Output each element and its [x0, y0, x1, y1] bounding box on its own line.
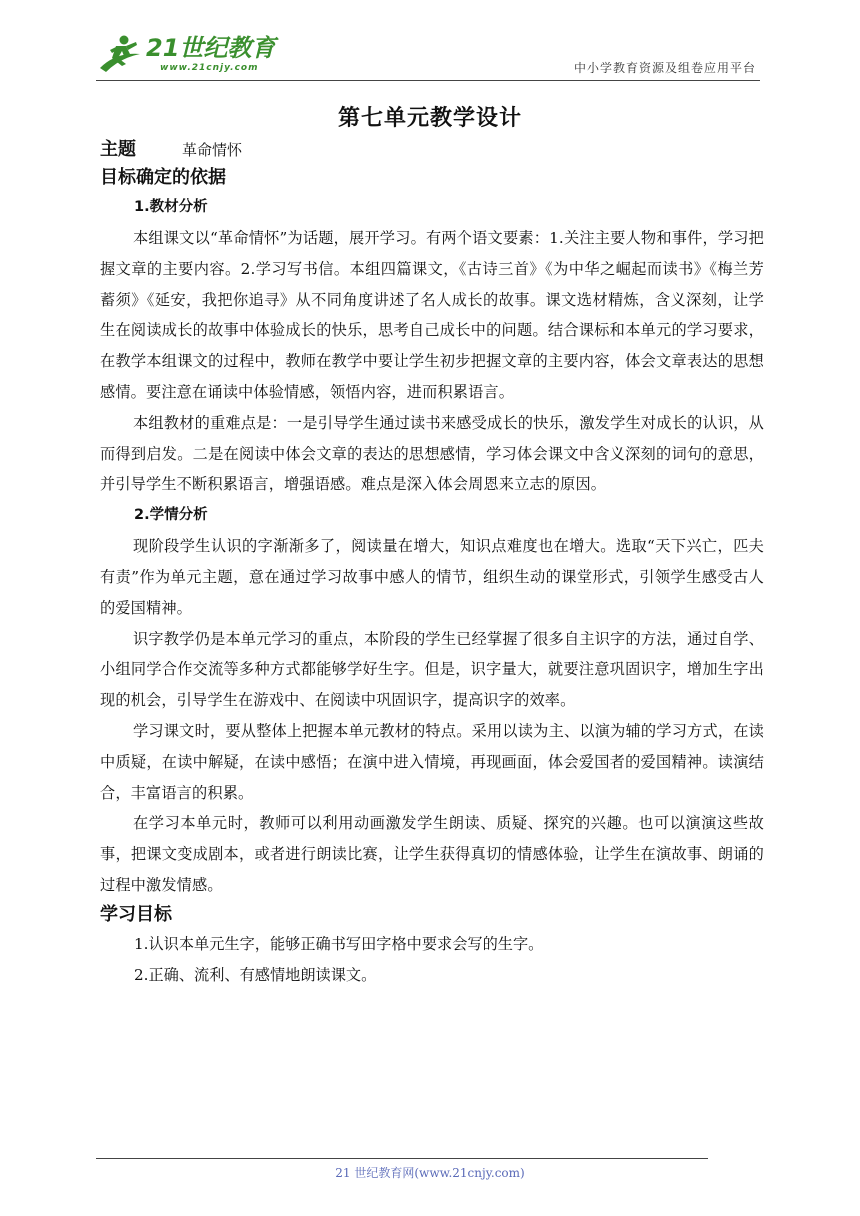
subheading-student-analysis: 2.学情分析: [134, 507, 208, 524]
document-body: [100, 136, 764, 991]
site-logo[interactable]: [96, 32, 276, 80]
footer-rule: [96, 1158, 708, 1159]
paragraph: 本组课文以“革命情怀”为话题，展开学习。有两个语文要素：1.关注主要人物和事件，学习把握文章的主要内容。2.学习写书信。本组四篇课文，《古诗三首》《为中华之崛起而读书》《梅兰芳蓄须》《延安，我把你追寻》从不同角度讲述了名人成长的故事。课文选材精炼，含义深刻，让学生在阅读成长的故事中体验成长的快乐，思考自己成长中的问题。结合课标和本单元的学习要求，在教学本组课文的过程中，教师在教学中要让学生初步把握文章的主要内容，体会文章表达的思想感情。要注意在诵读中体验情感，领悟内容，进而积累语言。: [100, 229, 764, 401]
logo-text: 21世纪教育: [146, 34, 276, 62]
footer-link[interactable]: 21 世纪教育网(www.21cnjy.com): [335, 1166, 525, 1180]
document-title: 第七单元教学设计: [337, 106, 522, 131]
paragraph: 本组教材的重难点是：一是引导学生通过读书来感受成长的快乐，激发学生对成长的认识，从而得到启发。二是在阅读中体会文章的表达的思想感情，学习体会课文中含义深刻的词句的意思，并引导学生不断积累语言，增强语感。难点是深入体会周恩来立志的原因。: [100, 413, 764, 494]
paragraph: 在学习本单元时，教师可以利用动画激发学生朗读、质疑、探究的兴趣。也可以演演这些故事，把课文变成剧本，或者进行朗读比赛，让学生获得真切的情感体验，让学生在演故事、朗诵的过程中激发情感。: [100, 814, 764, 894]
paragraph: 学习课文时，要从整体上把握本单元教材的特点。采用以读为主、以演为辅的学习方式，在读中质疑，在读中解疑，在读中感悟；在演中进入情境，再现画面，体会爱国者的爱国精神。读演结合，丰富语言的积累。: [100, 721, 764, 802]
paragraph: 识字教学仍是本单元学习的重点，本阶段的学生已经掌握了很多自主识字的方法，通过自学、小组同学合作交流等多种方式都能够学好生字。但是，识字量大，就要注意巩固识字，增加生字出现的机会，引导学生在游戏中、在阅读中巩固识字，提高识字的效率。: [100, 629, 764, 710]
topic-label: 主题: [100, 139, 136, 160]
section-heading-learning-goals: 学习目标: [100, 903, 172, 925]
page-header: [96, 28, 760, 81]
runner-logo-icon: [96, 32, 144, 76]
goal-item: 2.正确、流利、有感情地朗读课文。: [134, 965, 377, 984]
subheading-textbook-analysis: 1.教材分析: [134, 199, 208, 215]
topic-row: [100, 136, 764, 164]
goal-item: 1.认识本单元生字，能够正确书写田字格中要求会写的生字。: [134, 934, 544, 953]
logo-url: www.21cnjy.com: [160, 63, 259, 73]
paragraph: 现阶段学生认识的字渐渐多了，阅读量在增大，知识点难度也在增大。选取“天下兴亡，匹夫有责”作为单元主题，意在通过学习故事中感人的情节，组织生动的课堂形式，引领学生感受古人的爱国精神。: [100, 537, 764, 617]
platform-label: 中小学教育资源及组卷应用平台: [573, 61, 756, 75]
section-heading-basis: 目标确定的依据: [100, 167, 226, 188]
topic-value: 革命情怀: [182, 141, 243, 159]
